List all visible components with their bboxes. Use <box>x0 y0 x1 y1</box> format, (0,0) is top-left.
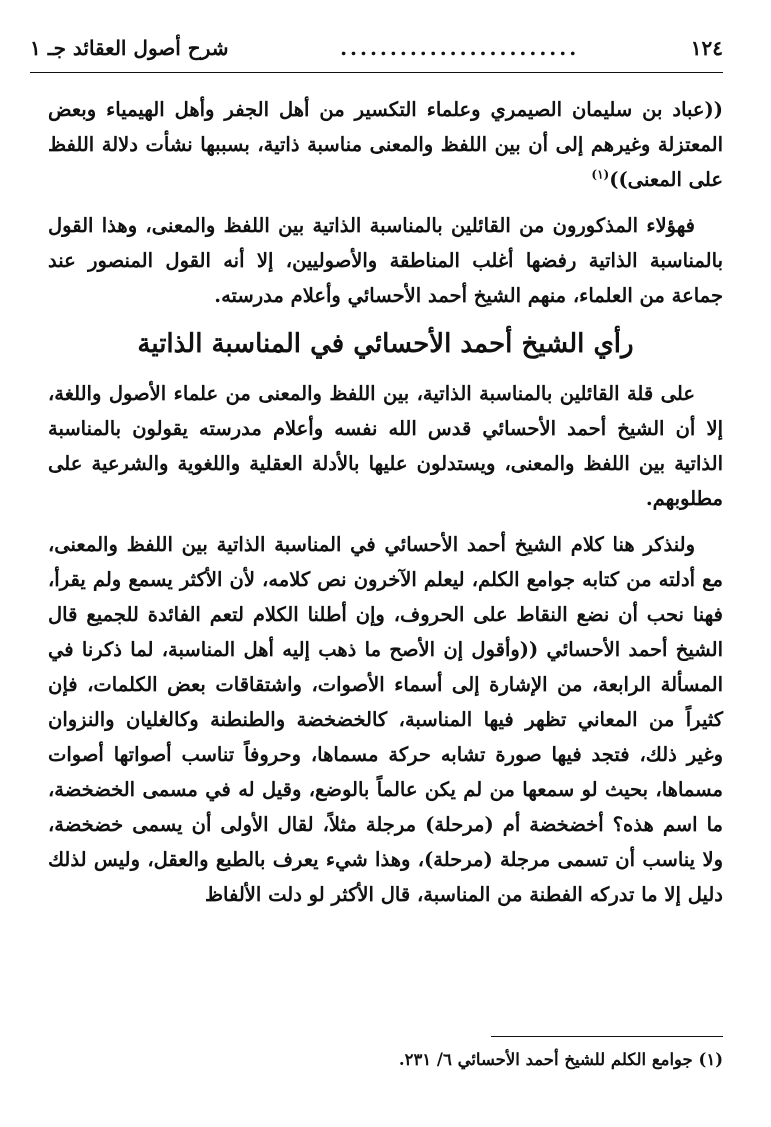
footnote-rule <box>491 1036 723 1037</box>
paragraph-1: فهؤلاء المذكورون من القائلين بالمناسبة الذاتية بين اللفظ والمعنى، وهذا القول بالمناسبة الذاتية رفضها أغلب المناطقة والأصوليين، إلا أنه القول المنصور عند جماعة من العلماء، منهم الشيخ أحمد الأحسائي وأعلام مدرسته. <box>48 214 723 307</box>
leader-dots: ........................ <box>340 36 580 60</box>
paragraph-3: ولنذكر هنا كلام الشيخ أحمد الأحسائي في المناسبة الذاتية بين اللفظ والمعنى، مع أدلته من كتابه جوامع الكلم، ليعلم الآخرون نص كلامه، لأن الأكثر يسمع ولم يقرأ، فهنا نحب أن نضع النقاط على الحروف، وإن أطلنا الكلام لتعم الفائدة للجميع قال الشيخ أحمد الأحسائي ((وأقول إن الأصح ما ذهب إليه أهل المناسبة، لما ذكرنا في المسألة الرابعة، من الإشارة إلى أسماء الأصوات، واشتقاقات بعض الكلمات، فإن كثيراً من المعاني تظهر فيها المناسبة، كالخضخضة والطنطنة وكالغليان والنزوان وغير ذلك، فتجد فيها صورة تشابه حركة مسماها، وحروفاً تناسب أصواتها أصوات مسماها، بحيث لو سمعها من لم يكن عالماً بالوضع، وقيل له في مسمى الخضخضة، ما اسم هذه؟ أخضخضة أم (مرحلة) مرجلة مثلاً، لقال الأولى أن يسمى خضخضة، ولا يناسب أن تسمى مرجلة (مرحلة)، وهذا شيء يعرف بالطبع والعقل، وليس لذلك دليل إلا ما تدركه الفطنة من المناسبة، قال الأكثر لو دلت الألفاظ <box>48 533 723 906</box>
footnote-reference: (١) <box>591 167 610 182</box>
header-rule <box>30 72 723 73</box>
body-text <box>48 92 723 923</box>
paragraph-2: على قلة القائلين بالمناسبة الذاتية، بين اللفظ والمعنى من علماء الأصول واللغة، إلا أن الشيخ أحمد الأحسائي قدس الله نفسه وأعلام مدرسته يقولون بالمناسبة الذاتية بين اللفظ والمعنى، ويستدلون عليها بالأدلة العقلية واللغوية والشرعية على مطلوبهم. <box>48 382 723 510</box>
quote-paragraph <box>48 92 723 197</box>
quote-text: ((عباد بن سليمان الصيمري وعلماء التكسير من أهل الجفر وأهل الهيمياء وبعض المعتزلة وغيرهم إلى أن بين اللفظ والمعنى مناسبة ذاتية، بسببها نشأت دلالة اللفظ على المعنى)) <box>48 98 723 191</box>
footnote: (١) جوامع الكلم للشيخ أحمد الأحسائي ٦/ ٢٣١. <box>398 1050 723 1069</box>
book-title: شرح أصول العقائد جـ ١ <box>30 36 229 60</box>
section-heading: رأي الشيخ أحمد الأحسائي في المناسبة الذاتية <box>137 329 634 359</box>
page-number: ١٢٤ <box>690 36 723 60</box>
running-head <box>30 28 723 68</box>
